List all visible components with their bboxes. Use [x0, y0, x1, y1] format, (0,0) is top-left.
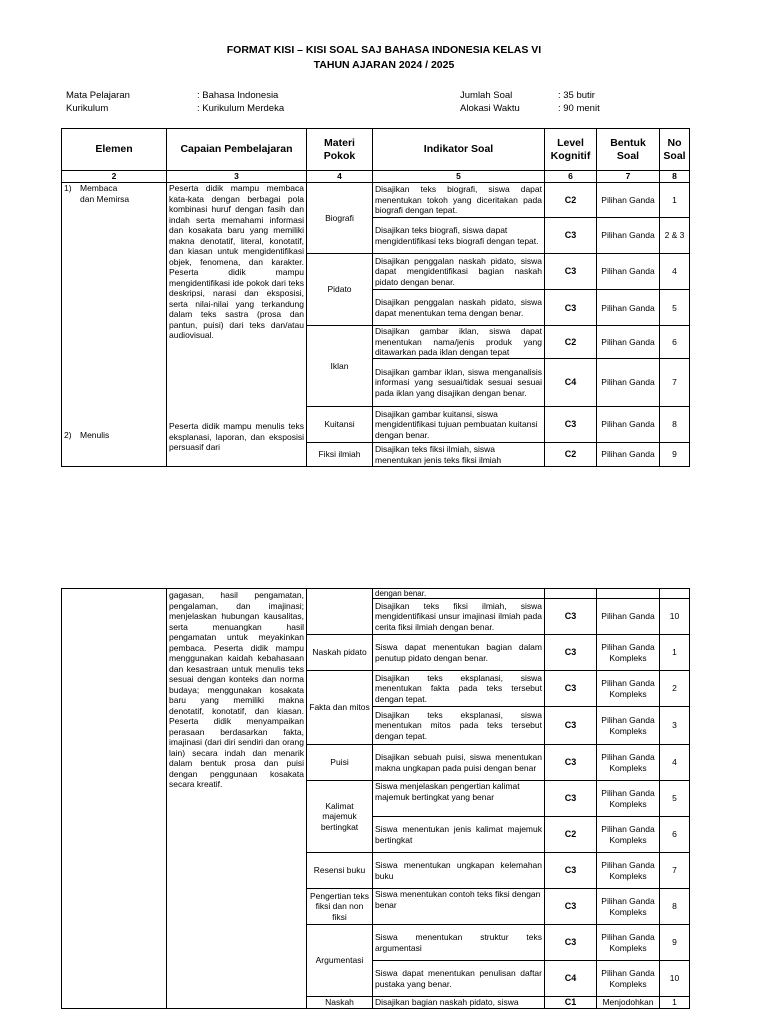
bentuk-soal: Pilihan Ganda Kompleks: [597, 781, 660, 817]
bentuk-soal: [597, 589, 660, 599]
level-kognitif: C2: [545, 326, 597, 359]
level-kognitif: C3: [545, 707, 597, 745]
bentuk-soal: Pilihan Ganda: [597, 599, 660, 635]
bentuk-soal: Pilihan Ganda: [597, 359, 660, 407]
level-kognitif: C2: [545, 817, 597, 853]
no-soal: 5: [660, 290, 690, 326]
materi-pokok: Puisi: [307, 745, 373, 781]
materi-pokok: Fiksi ilmiah: [307, 443, 373, 467]
indikator-soal: Disajikan bagian naskah pidato, siswa: [373, 997, 545, 1009]
document-title: FORMAT KISI – KISI SOAL SAJ BAHASA INDONESIA KELAS VI: [226, 44, 542, 56]
indikator-soal: Disajikan teks fiksi ilmiah, siswa mengidentifikasi unsur imajinasi ilmiah pada cerita fiksi ilmiah dengan benar.: [373, 599, 545, 635]
indikator-soal: Disajikan gambar iklan, siswa menganalisis informasi yang sesuai/tidak sesuai sesuai pada iklan yang disajikan dengan benar.: [373, 359, 545, 407]
bentuk-soal: Pilihan Ganda Kompleks: [597, 925, 660, 961]
col-number: 8: [660, 171, 690, 183]
col-number: 5: [373, 171, 545, 183]
col-number: 3: [167, 171, 307, 183]
column-number-row: [62, 171, 690, 183]
level-kognitif: C3: [545, 290, 597, 326]
no-soal: 4: [660, 254, 690, 290]
materi-pokok: Kalimat majemuk bertingkat: [307, 781, 373, 853]
elemen-2-number: 2): [64, 430, 72, 440]
no-soal: 9: [660, 925, 690, 961]
bentuk-soal: Pilihan Ganda Kompleks: [597, 745, 660, 781]
no-soal: 4: [660, 745, 690, 781]
indikator-soal: Disajikan penggalan naskah pidato, siswa dapat menentukan tema dengan benar.: [373, 290, 545, 326]
kurikulum-value: : Kurikulum Merdeka: [197, 103, 285, 114]
materi-pokok-empty: [307, 589, 373, 635]
document-subtitle: TAHUN AJARAN 2024 / 2025: [313, 59, 455, 71]
materi-pokok: Biografi: [307, 183, 373, 254]
mata-pelajaran-value: : Bahasa Indonesia: [197, 90, 279, 101]
materi-pokok: Iklan: [307, 326, 373, 407]
no-soal: 3: [660, 707, 690, 745]
no-soal: 9: [660, 443, 690, 467]
jumlah-soal-label: Jumlah Soal: [460, 90, 513, 101]
header-bentuk: Bentuk Soal: [597, 129, 660, 171]
materi-pokok: Resensi buku: [307, 853, 373, 889]
no-soal: 5: [660, 781, 690, 817]
indikator-soal: Disajikan teks eksplanasi, siswa menentukan fakta pada teks tersebut dengan tepat.: [373, 671, 545, 707]
table-row: [62, 589, 690, 599]
no-soal: 7: [660, 359, 690, 407]
elemen-1-number: 1): [64, 183, 72, 193]
indikator-soal: Disajikan penggalan naskah pidato, siswa dapat mengidentifikasi bagian naskah pidato dengan benar.: [373, 254, 545, 290]
mata-pelajaran-label: Mata Pelajaran: [66, 90, 130, 101]
bentuk-soal: Pilihan Ganda Kompleks: [597, 707, 660, 745]
elemen-cell: [62, 589, 167, 1009]
bentuk-soal: Pilihan Ganda: [597, 290, 660, 326]
no-soal: 6: [660, 817, 690, 853]
materi-pokok: Pidato: [307, 254, 373, 326]
level-kognitif: C3: [545, 853, 597, 889]
bentuk-soal: Pilihan Ganda: [597, 218, 660, 254]
indikator-soal: Disajikan gambar kuitansi, siswa mengidentifikasi tujuan pembuatan kuitansi dengan benar.: [373, 407, 545, 443]
elemen-cell: [62, 183, 167, 467]
materi-pokok: Naskah pidato: [307, 635, 373, 671]
level-kognitif: C3: [545, 889, 597, 925]
capaian-cell: [167, 183, 307, 467]
bentuk-soal: Pilihan Ganda Kompleks: [597, 889, 660, 925]
indikator-soal: Disajikan teks eksplanasi, siswa menentukan mitos pada teks tersebut dengan tepat.: [373, 707, 545, 745]
jumlah-soal-value: : 35 butir: [558, 90, 595, 101]
level-kognitif: C3: [545, 407, 597, 443]
no-soal: 2 & 3: [660, 218, 690, 254]
indikator-soal: Siswa dapat menentukan penulisan daftar pustaka yang benar.: [373, 961, 545, 997]
indikator-soal: Siswa menjelaskan pengertian kalimat majemuk bertingkat yang benar: [373, 781, 545, 817]
bentuk-soal: Pilihan Ganda Kompleks: [597, 853, 660, 889]
bentuk-soal: Pilihan Ganda: [597, 443, 660, 467]
capaian-pembelajaran-1: Peserta didik mampu membaca kata-kata dengan berbagai pola kombinasi huruf dengan fasih dan indah serta memahami informasi dan kosakata baru yang memiliki makna denotatif, literal, konotatif, dan kiasan untuk mengidentifikasi objek, fenomena, dan karakter. Peserta didik mampu mengidentifikasi ide pokok dari teks deskripsi, narasi dan eksposisi, serta nilai-nilai yang terkandung dalam teks sastra (prosa dan pantun, puisi) dari teks dan/atau audiovisual.: [169, 183, 304, 340]
indikator-soal: Disajikan sebuah puisi, siswa menentukan makna ungkapan pada puisi dengan benar: [373, 745, 545, 781]
alokasi-waktu-label: Alokasi Waktu: [460, 103, 520, 114]
table-row: [62, 183, 690, 218]
header-indikator: Indikator Soal: [373, 129, 545, 171]
level-kognitif: C2: [545, 183, 597, 218]
col-number: 2: [62, 171, 167, 183]
no-soal: 1: [660, 635, 690, 671]
level-kognitif: C4: [545, 359, 597, 407]
no-soal: 1: [660, 997, 690, 1009]
materi-pokok: Kuitansi: [307, 407, 373, 443]
elemen-1-text: Membaca dan Memirsa: [80, 183, 130, 204]
kurikulum-label: Kurikulum: [66, 103, 109, 114]
no-soal: [660, 589, 690, 599]
level-kognitif: C3: [545, 781, 597, 817]
bentuk-soal: Pilihan Ganda: [597, 407, 660, 443]
capaian-pembelajaran-2-cont: gagasan, hasil pengamatan, pengalaman, dan imajinasi; menjelaskan hubungan kausalitas, serta menuangkan hasil pengamatan untuk meyakinkan pembaca. Peserta didik mampu menggunakan kaidah kebahasaan dan kesastraan untuk menulis teks sesuai dengan konteks dan norma budaya; menggunakan kosakata baru yang memiliki makna denotatif, konotatif, dan kiasan. Peserta didik menyampaikan perasaan berdasarkan fakta, imajinasi (dari diri sendiri dan orang lain) secara indah dan menarik dalam bentuk prosa dan puisi dengan penggunaan kosakata secara kreatif.: [167, 589, 307, 1009]
level-kognitif: C3: [545, 254, 597, 290]
header-no: No Soal: [660, 129, 690, 171]
level-kognitif: [545, 589, 597, 599]
materi-pokok: Fakta dan mitos: [307, 671, 373, 745]
no-soal: 8: [660, 407, 690, 443]
level-kognitif: C3: [545, 671, 597, 707]
level-kognitif: C4: [545, 961, 597, 997]
indikator-soal: Disajikan teks fiksi ilmiah, siswa menentukan jenis teks fiksi ilmiah: [373, 443, 545, 467]
bentuk-soal: Menjodohkan: [597, 997, 660, 1009]
no-soal: 1: [660, 183, 690, 218]
bentuk-soal: Pilihan Ganda Kompleks: [597, 817, 660, 853]
header-level: Level Kognitif: [545, 129, 597, 171]
no-soal: 2: [660, 671, 690, 707]
indikator-soal: Siswa dapat menentukan bagian dalam penutup pidato dengan benar.: [373, 635, 545, 671]
indikator-soal: Disajikan gambar iklan, siswa dapat menentukan nama/jenis produk yang ditawarkan pada iklan dengan tepat: [373, 326, 545, 359]
indikator-soal: Siswa menentukan ungkapan kelemahan buku: [373, 853, 545, 889]
materi-pokok: Argumentasi: [307, 925, 373, 997]
indikator-soal: Disajikan teks biografi, siswa dapat menentukan tokoh yang diceritakan pada biografi dengan tepat.: [373, 183, 545, 218]
alokasi-waktu-value: : 90 menit: [558, 103, 600, 114]
bentuk-soal: Pilihan Ganda Kompleks: [597, 671, 660, 707]
materi-pokok: Pengertian teks fiksi dan non fiksi: [307, 889, 373, 925]
kisi-table-part-1: [61, 128, 690, 467]
kisi-table-part-2: [61, 588, 690, 1009]
header-materi: Materi Pokok: [307, 129, 373, 171]
level-kognitif: C3: [545, 635, 597, 671]
bentuk-soal: Pilihan Ganda Kompleks: [597, 635, 660, 671]
bentuk-soal: Pilihan Ganda: [597, 254, 660, 290]
no-soal: 8: [660, 889, 690, 925]
level-kognitif: C3: [545, 745, 597, 781]
bentuk-soal: Pilihan Ganda Kompleks: [597, 961, 660, 997]
level-kognitif: C3: [545, 599, 597, 635]
no-soal: 6: [660, 326, 690, 359]
level-kognitif: C3: [545, 218, 597, 254]
header-elemen: Elemen: [62, 129, 167, 171]
indikator-soal: Siswa menentukan struktur teks argumentasi: [373, 925, 545, 961]
header-capaian: Capaian Pembelajaran: [167, 129, 307, 171]
indikator-soal: dengan benar.: [373, 589, 545, 599]
materi-pokok: Naskah: [307, 997, 373, 1009]
level-kognitif: C1: [545, 997, 597, 1009]
no-soal: 7: [660, 853, 690, 889]
capaian-pembelajaran-2: Peserta didik mampu menulis teks eksplanasi, laporan, dan eksposisi persuasif dari: [169, 421, 304, 452]
bentuk-soal: Pilihan Ganda: [597, 183, 660, 218]
indikator-soal: Siswa menentukan jenis kalimat majemuk bertingkat: [373, 817, 545, 853]
indikator-soal: Siswa menentukan contoh teks fiksi dengan benar: [373, 889, 545, 925]
no-soal: 10: [660, 961, 690, 997]
bentuk-soal: Pilihan Ganda: [597, 326, 660, 359]
no-soal: 10: [660, 599, 690, 635]
level-kognitif: C3: [545, 925, 597, 961]
elemen-2-text: Menulis: [80, 430, 110, 440]
indikator-soal: Disajikan teks biografi, siswa dapat mengidentifikasi teks biografi dengan tepat.: [373, 218, 545, 254]
level-kognitif: C2: [545, 443, 597, 467]
col-number: 7: [597, 171, 660, 183]
col-number: 6: [545, 171, 597, 183]
col-number: 4: [307, 171, 373, 183]
